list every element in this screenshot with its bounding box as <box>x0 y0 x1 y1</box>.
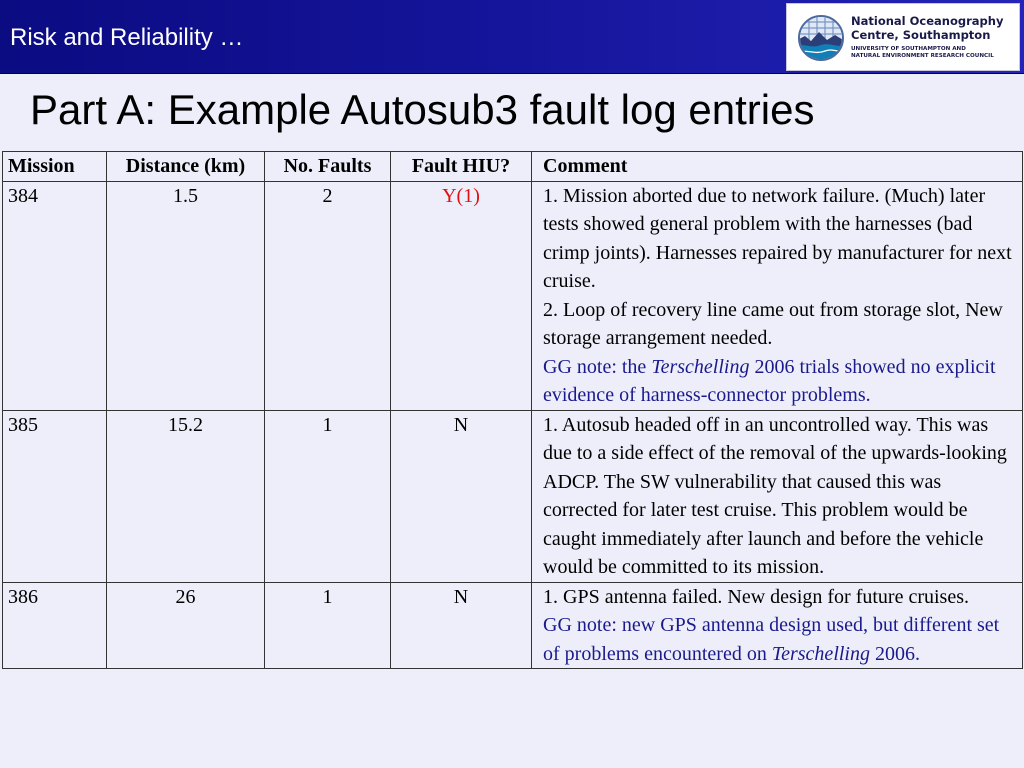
noc-logo <box>786 3 1020 71</box>
comment-paragraph: 1. Mission aborted due to network failure. (Much) later tests showed general problem with the harnesses (bad crimp joints). Harnesses repaired by manufacturer for next cruise. <box>543 184 1012 292</box>
logo-line2: Centre, Southampton <box>851 28 991 42</box>
globe-logo-icon <box>797 14 845 62</box>
logo-name <box>851 14 1003 42</box>
logo-sub1: UNIVERSITY OF SOUTHAMPTON AND <box>851 46 966 52</box>
slide-title: Part A: Example Autosub3 fault log entries <box>30 86 815 133</box>
gg-note <box>543 353 1014 410</box>
logo-sub2: NATURAL ENVIRONMENT RESEARCH COUNCIL <box>851 53 994 59</box>
faults-cell: 2 <box>265 181 391 410</box>
note-text: 2006. <box>869 642 920 665</box>
faults-cell: 1 <box>265 582 391 669</box>
note-text: GG note: new GPS antenna design used, but different set of problems encountered on <box>543 614 1000 665</box>
distance-cell: 15.2 <box>107 410 265 582</box>
table-row <box>3 582 1023 669</box>
col-header-faults: No. Faults <box>265 152 391 182</box>
logo-subtitle <box>851 46 994 60</box>
faults-cell: 1 <box>265 410 391 582</box>
hiu-cell: N <box>391 582 532 669</box>
comment-paragraph: 1. Autosub headed off in an uncontrolled way. This was due to a side effect of the removal of the upwards-looking ADCP. The SW vulnerability that caused this was corrected for later test cruise. This problem would be caught immediately after launch and before the vehicle would be committed to its mission. <box>543 413 1007 578</box>
gg-note <box>543 611 1014 668</box>
table-row <box>3 410 1023 582</box>
col-header-mission: Mission <box>3 152 107 182</box>
hiu-cell: Y(1) <box>391 181 532 410</box>
note-text: GG note: the <box>543 355 652 378</box>
header-title: Risk and Reliability … <box>10 24 244 51</box>
comment-paragraph: 1. GPS antenna failed. New design for future cruises. <box>543 585 969 608</box>
col-header-hiu: Fault HIU? <box>391 152 532 182</box>
distance-cell: 26 <box>107 582 265 669</box>
mission-cell: 384 <box>3 181 107 410</box>
col-header-distance: Distance (km) <box>107 152 265 182</box>
logo-line1: National Oceanography <box>851 14 1004 28</box>
mission-cell: 385 <box>3 410 107 582</box>
note-vessel-name: Terschelling <box>771 642 870 665</box>
comment-cell <box>532 410 1023 582</box>
comment-cell <box>532 582 1023 669</box>
comment-cell <box>532 181 1023 410</box>
table-row <box>3 181 1023 410</box>
note-text: 2006 trials showed no explicit evidence of harness-connector problems. <box>543 355 996 406</box>
fault-log-table <box>2 151 1023 669</box>
hiu-cell: N <box>391 410 532 582</box>
mission-cell: 386 <box>3 582 107 669</box>
note-vessel-name: Terschelling <box>651 355 750 378</box>
header-bar <box>0 0 1024 74</box>
col-header-comment: Comment <box>532 152 1023 182</box>
table-header-row <box>3 152 1023 182</box>
comment-paragraph: 2. Loop of recovery line came out from storage slot, New storage arrangement needed. <box>543 298 1003 349</box>
distance-cell: 1.5 <box>107 181 265 410</box>
